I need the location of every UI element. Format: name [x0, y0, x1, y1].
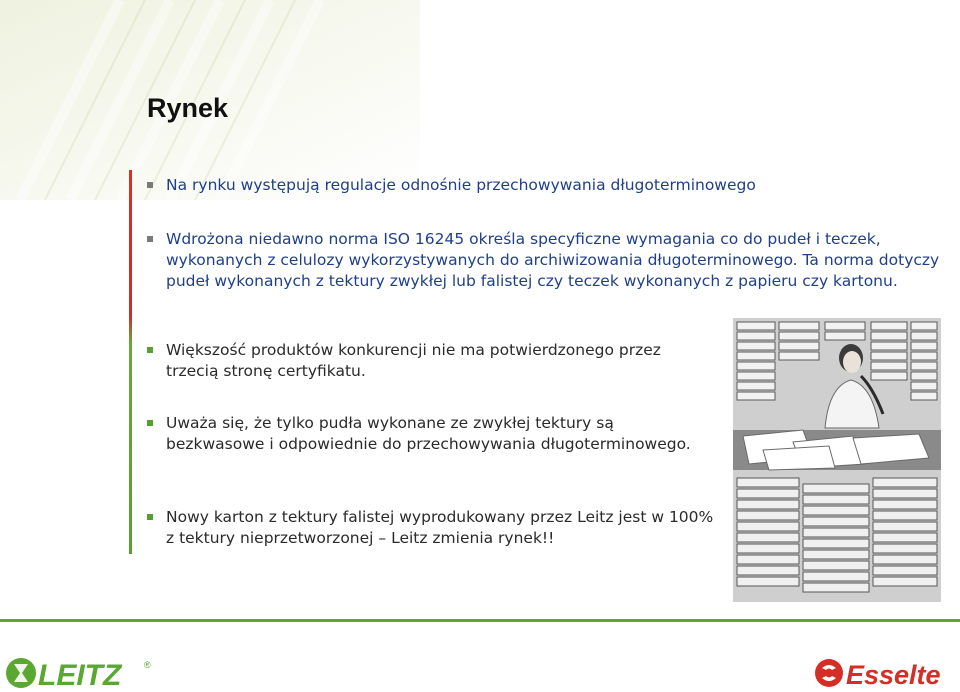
- bullet-text: Uważa się, że tylko pudła wykonane ze zwykłej tektury są bezkwasowe i odpowiednie do przechowywania długoterminowego.: [166, 414, 691, 453]
- esselte-logo-text: Esselte: [846, 660, 941, 690]
- leitz-logo: [4, 656, 154, 690]
- square-bullet-icon: [147, 182, 153, 188]
- square-bullet-icon: [147, 420, 153, 426]
- bullet-text: Wdrożona niedawno norma ISO 16245 określa specyficzne wymagania co do pudeł i teczek, wykonanych z celulozy wykorzystywanych do archiwizowania długoterminowego. Ta norma dotyczy pudeł wykonanych z tektury zwykłej lub falistej czy teczek wykonanych z papieru czy kartonu.: [166, 230, 940, 290]
- square-bullet-icon: [147, 236, 153, 242]
- bullet-text: Na rynku występują regulacje odnośnie przechowywania długoterminowego: [166, 176, 756, 194]
- square-bullet-icon: [147, 514, 153, 520]
- esselte-logo: [814, 656, 960, 690]
- leitz-logo-text: LEITZ: [38, 659, 122, 690]
- square-bullet-icon: [147, 347, 153, 353]
- leitz-logo-mark: ®: [144, 660, 151, 670]
- accent-rule: [129, 170, 132, 554]
- slide-title: Rynek: [147, 93, 229, 123]
- bullet-text: Większość produktów konkurencji nie ma potwierdzonego przez trzecią stronę certyfikatu.: [166, 341, 661, 380]
- footer-rule: [0, 619, 960, 622]
- bullet-text: Nowy karton z tektury falistej wyprodukowany przez Leitz jest w 100% z tektury nieprzetworzonej – Leitz zmienia rynek!!: [166, 508, 714, 547]
- archive-office-photo: [733, 318, 941, 602]
